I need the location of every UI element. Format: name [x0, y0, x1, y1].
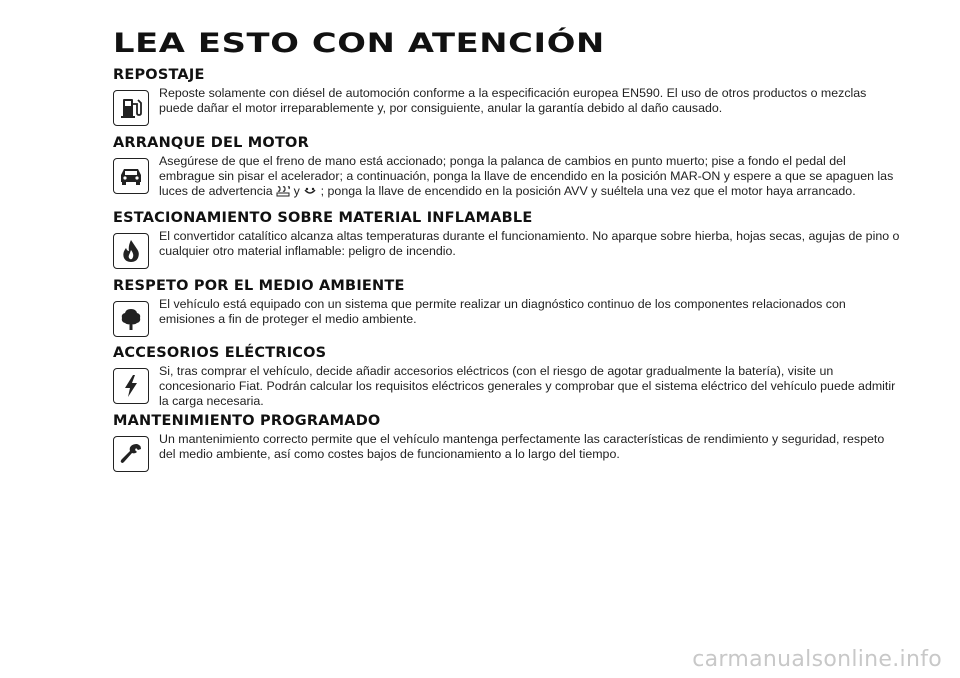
section-text: Reposte solamente con diésel de automoción conforme a la especificación europea EN590. El uso de otros productos o mezclas puede dañar el motor irreparablemente y, por consiguiente, anular la garantía debido al daño causado.	[159, 86, 867, 116]
section-repostaje	[113, 66, 913, 126]
section-heading: ACCESORIOS ELÉCTRICOS	[113, 345, 327, 361]
section-heading: RESPETO POR EL MEDIO AMBIENTE	[113, 278, 405, 294]
section-heading: ARRANQUE DEL MOTOR	[113, 135, 309, 151]
flame-icon	[113, 233, 149, 269]
section-heading: ESTACIONAMIENTO SOBRE MATERIAL INFLAMABLE	[113, 210, 533, 226]
section-text	[159, 154, 901, 202]
section-text-part: Asegúrese de que el freno de mano está accionado; ponga la palanca de cambios en punto muerto; pise a fondo el pedal del embrague sin pisar el acelerador; a continuación, ponga la llave de encendido en la posición MAR-ON y espere a que se apaguen las luces de advertencia	[159, 154, 894, 199]
lightning-bolt-icon	[113, 368, 149, 404]
section-text: Si, tras comprar el vehículo, decide añadir accesorios eléctricos (con el riesgo de agotar gradualmente la batería), visite un concesionario Fiat. Podrán calcular los requisitos eléctricos generales y comprobar que el sistema eléctrico del vehículo puede admitir la carga necesaria.	[159, 364, 896, 409]
tree-icon	[113, 301, 149, 337]
immobilizer-warning-icon	[303, 185, 317, 201]
section-heading: MANTENIMIENTO PROGRAMADO	[113, 413, 381, 429]
watermark: carmanualsonline.info	[692, 647, 942, 672]
section-heading: REPOSTAJE	[113, 67, 205, 83]
wrench-icon	[113, 436, 149, 472]
section-medio-ambiente	[113, 277, 913, 337]
section-text: El vehículo está equipado con un sistema que permite realizar un diagnóstico continuo de los componentes relacionados con emisiones a fin de proteger el medio ambiente.	[159, 297, 846, 327]
fuel-pump-icon	[113, 90, 149, 126]
page-title: LEA ESTO CON ATENCIÓN	[113, 28, 605, 59]
section-arranque	[113, 134, 913, 202]
car-front-icon	[113, 158, 149, 194]
glow-plug-warning-icon	[276, 185, 290, 201]
section-estacionamiento	[113, 209, 913, 269]
section-text: El convertidor catalítico alcanza altas temperaturas durante el funcionamiento. No aparque sobre hierba, hojas secas, agujas de pino o cualquier otro material inflamable: peligro de incendio.	[159, 229, 900, 259]
section-text: Un mantenimiento correcto permite que el vehículo mantenga perfectamente las características de rendimiento y seguridad, respeto del medio ambiente, así como costes bajos de funcionamiento a lo largo del tiempo.	[159, 432, 885, 462]
section-accesorios	[113, 344, 913, 410]
section-mantenimiento	[113, 412, 913, 472]
section-text-part: ; ponga la llave de encendido en la posición AVV y suéltela una vez que el motor haya arrancado.	[320, 184, 856, 199]
section-text-connector: y	[293, 184, 304, 199]
